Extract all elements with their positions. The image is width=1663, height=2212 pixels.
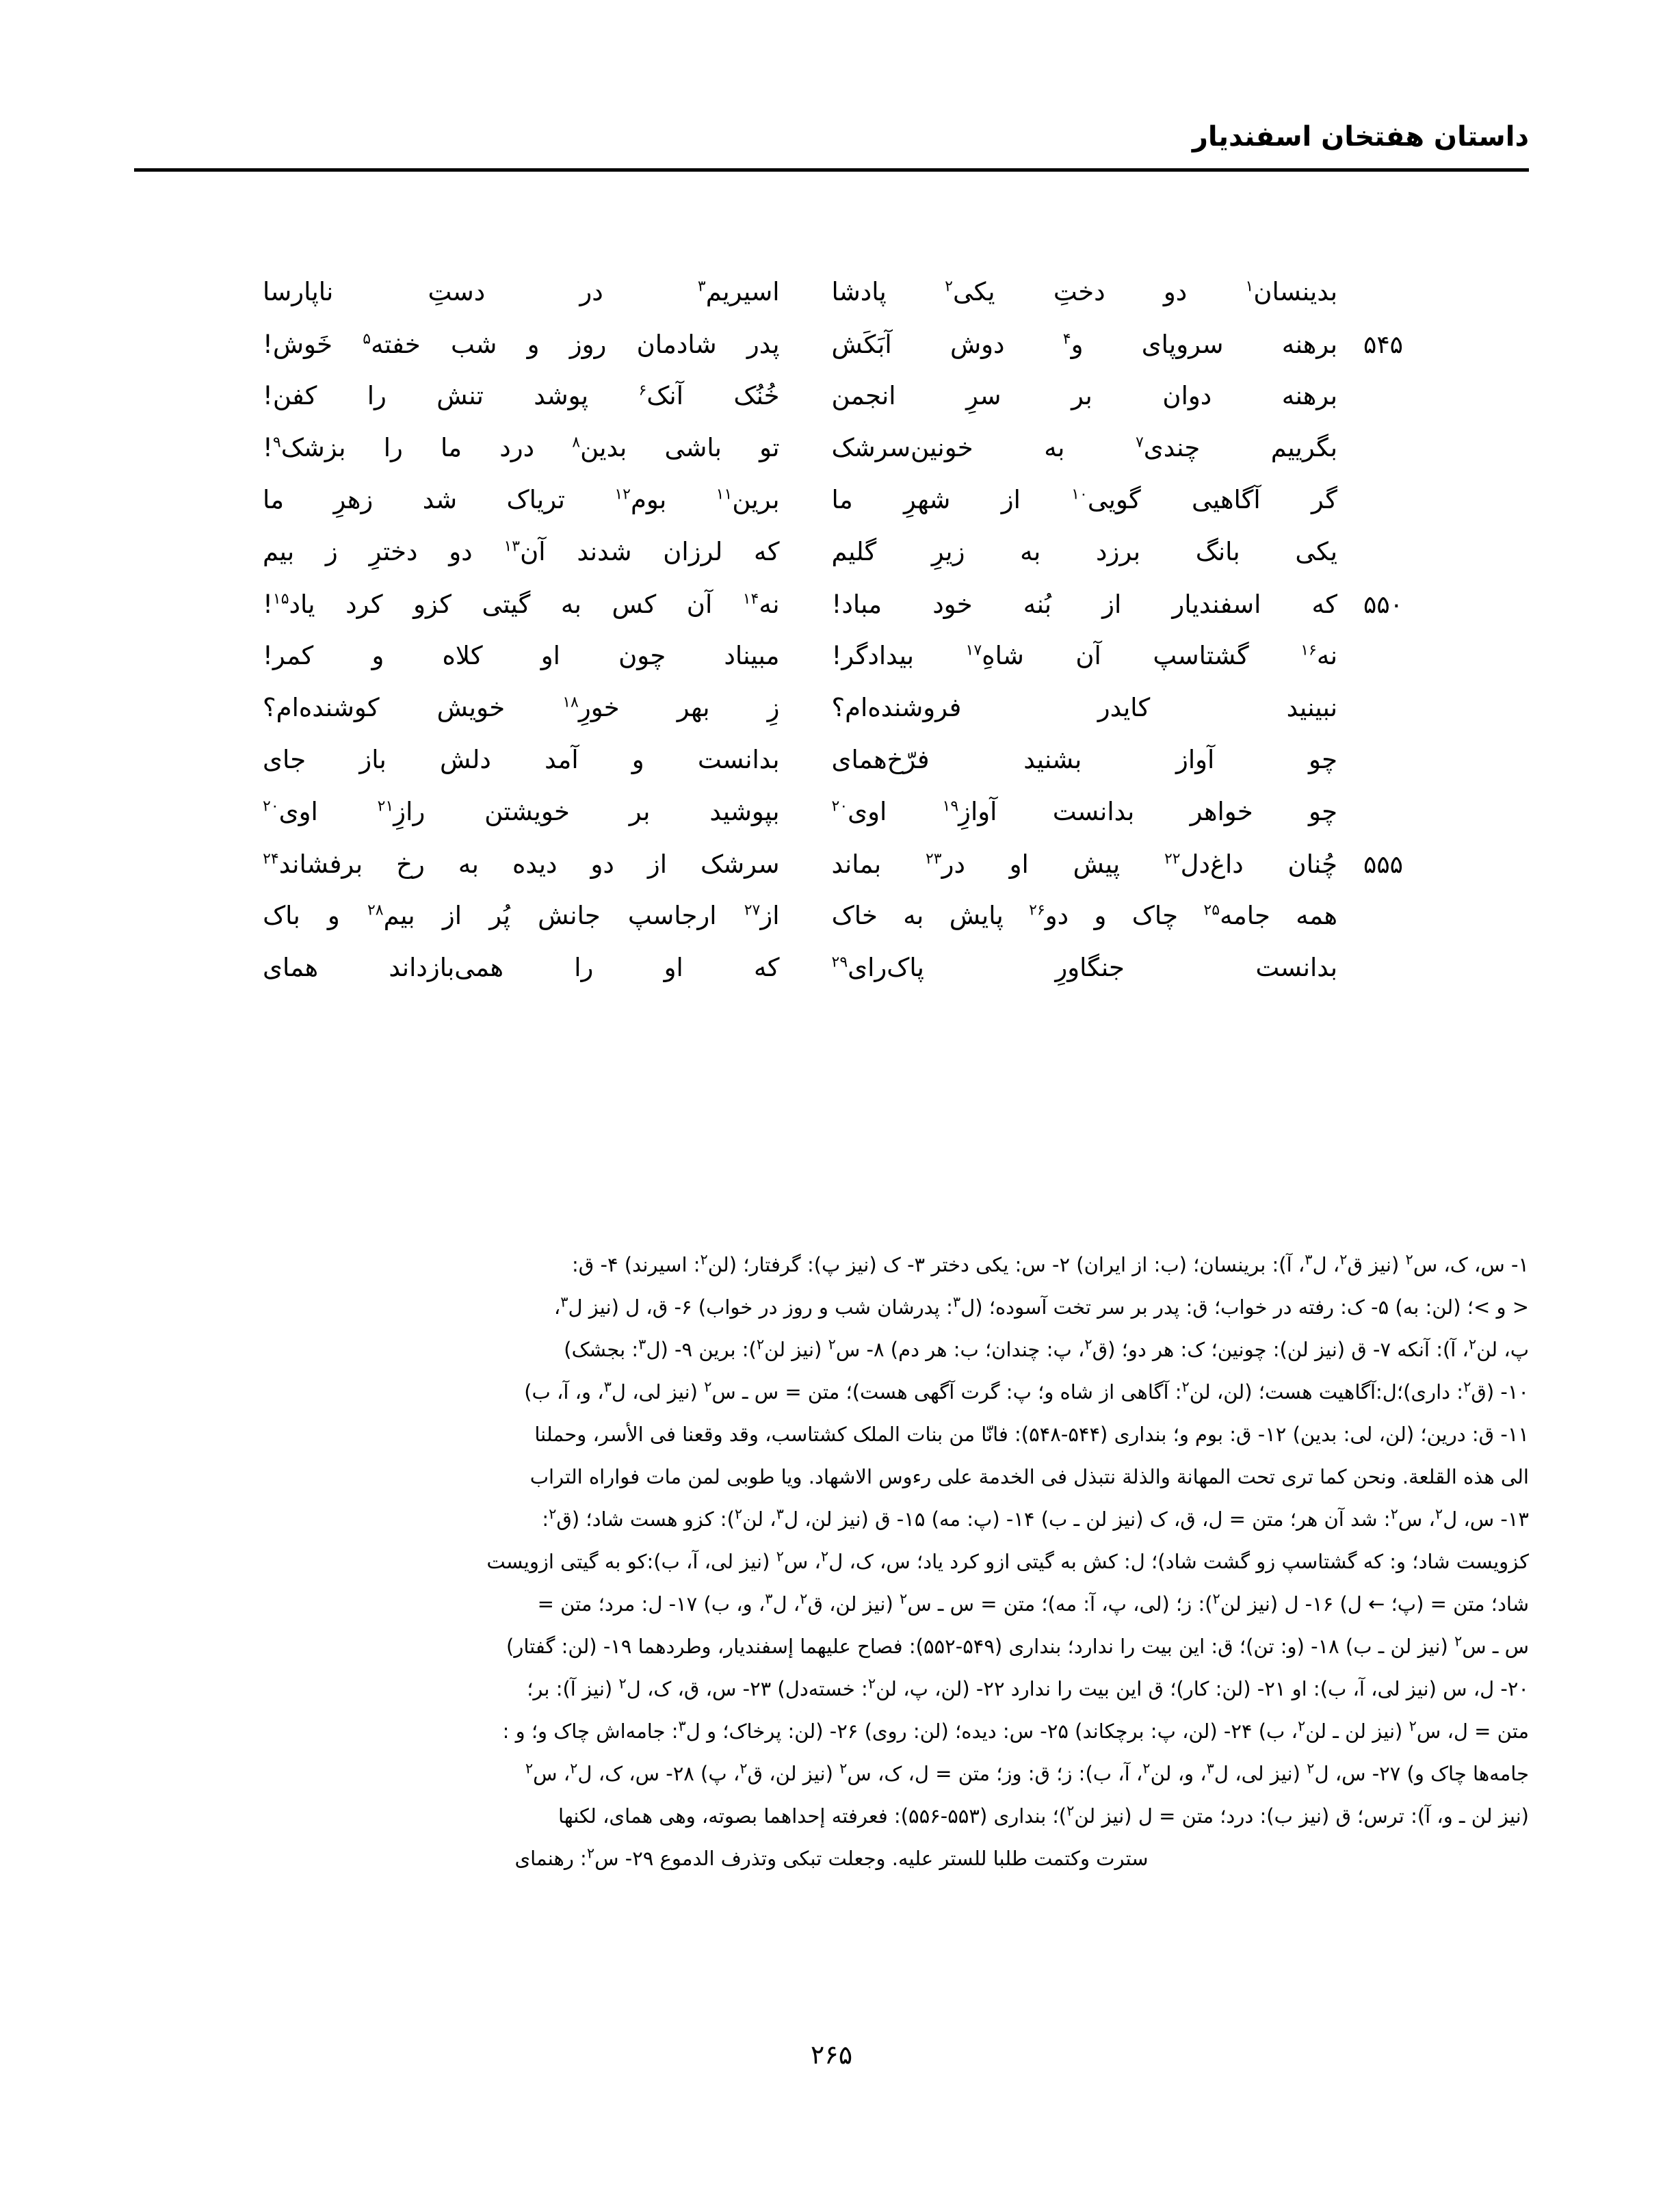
verse-word: چو bbox=[1309, 745, 1337, 774]
siglum-superscript: ۲ bbox=[1339, 1251, 1348, 1268]
verse-word: رازِ$^{۲۱}$ bbox=[377, 797, 425, 826]
verse-word: را bbox=[574, 953, 594, 982]
verse-word: بماند bbox=[831, 850, 882, 879]
verse-word: و bbox=[371, 641, 384, 670]
hemistich-second bbox=[260, 903, 800, 928]
siglum-superscript: ۳ bbox=[603, 1378, 612, 1395]
siglum-superscript: ۳ bbox=[765, 1590, 773, 1607]
verse-word: زیرِ bbox=[931, 537, 965, 566]
hemistich-second bbox=[260, 955, 800, 980]
verse-word: گلیم bbox=[831, 537, 877, 566]
hemistich-first bbox=[800, 487, 1341, 512]
hemistich-first bbox=[800, 852, 1341, 877]
siglum-superscript: ۲ bbox=[1405, 1251, 1413, 1268]
verse-word: جنگاورِ bbox=[1055, 953, 1125, 982]
verse-word: شاهِ$^{۱۷}$ bbox=[965, 641, 1024, 670]
apparatus-line: ۲۰- ل، س (نیز لی، آ، ب): او ۲۱- (لن: کار)؛ ق این بیت را ندارد ۲۲- (لن، پ، لن$^۲$: خسته‌دل) ۲۳- س، ق، ک، ل$^۲$ (نیز آ): بر؛ bbox=[527, 1675, 1529, 1700]
footnote-marker: ۵ bbox=[363, 330, 371, 348]
verse-word: تریاک bbox=[506, 485, 565, 514]
apparatus-line: ۱۳- س، ل$^۲$، س$^۲$: شد آن هر؛ متن = ل، ق، ک (نیز لن ـ ب) ۱۴- (پ: مه) ۱۵- ق (نیز لن، ل$^۳$، لن$^۲$): کزو هست شاد؛ (ق$^۲$: bbox=[542, 1505, 1529, 1531]
verse-word: بدینسان$^۱$ bbox=[1245, 277, 1337, 306]
verse-word: آن bbox=[686, 590, 713, 619]
apparatus-line: شاد؛ متن = (پ؛ ← ل) ۱۶- ل (نیز لن$^۲$): ز؛ (لی، پ، آ: مه)؛ متن = س ـ س$^۲$ (نیز لن، ق$^۲$، ل$^۳$، و، ب) ۱۷- ل: مرد؛ متن = bbox=[537, 1590, 1529, 1616]
verse-word: او bbox=[540, 641, 560, 670]
verse-word: شد bbox=[422, 485, 458, 514]
verse-word: ناپارسا bbox=[263, 277, 334, 306]
header-rule bbox=[134, 168, 1529, 172]
footnote-marker: ۴ bbox=[1062, 330, 1071, 348]
siglum-superscript: ۳ bbox=[952, 1293, 961, 1311]
apparatus-line: < و >؛ (لن: به) ۵- ک: رفته در خواب؛ ق: پدر بر سر تخت آسوده؛ (ل$^۳$: پدرشان شب و روز در خواب) ۶- ق، ل (نیز ل$^۳$، bbox=[553, 1293, 1529, 1319]
siglum-superscript: ۲ bbox=[867, 1675, 876, 1692]
siglum-superscript: ۲ bbox=[700, 1251, 708, 1268]
verse-number: ۵۴۵ bbox=[1363, 331, 1403, 359]
verse-word: خویش bbox=[436, 693, 506, 722]
verse-word: بزشک$^۹$! bbox=[263, 433, 346, 462]
verse-word: سروپای bbox=[1141, 330, 1224, 359]
verse-word: یاد$^{۱۵}$! bbox=[263, 590, 315, 619]
verse-word: دو bbox=[590, 850, 614, 879]
verse-word: برفشاند$^{۲۴}$ bbox=[263, 850, 363, 879]
siglum-superscript: ۲ bbox=[1409, 1717, 1417, 1735]
siglum-superscript: ۳ bbox=[560, 1293, 568, 1311]
verse-word: بر bbox=[629, 797, 651, 826]
verse-word: دو bbox=[449, 537, 473, 566]
verse-word: خاک bbox=[831, 901, 878, 930]
apparatus-line: ۱- س، ک، س$^۲$ (نیز ق$^۲$، ل$^۳$، آ): برینسان؛ (ب: از ایران) ۲- س: یکی دختر ۳- ک (نیز پ): گرفتار؛ (لن$^۲$: اسیرند) ۴- ق: bbox=[572, 1251, 1529, 1276]
footnote-marker: ۲۰ bbox=[263, 798, 279, 815]
verse-word: همی‌بازداند bbox=[389, 953, 504, 982]
verse-word: بدانست bbox=[1052, 797, 1135, 826]
footnote-marker: ۲۰ bbox=[831, 798, 848, 815]
verse-word: آوازِ$^{۱۹}$ bbox=[942, 797, 997, 826]
siglum-superscript: ۳ bbox=[1305, 1251, 1313, 1268]
verse-word: بشنید bbox=[1023, 745, 1082, 774]
hemistich-second bbox=[260, 539, 800, 564]
verse-word: و bbox=[527, 330, 540, 359]
verse-word: آبَکَش bbox=[831, 330, 892, 359]
verse-word: بیم$^{۲۸}$ bbox=[367, 901, 415, 930]
verse-word: او bbox=[1009, 850, 1029, 879]
verse-line bbox=[260, 331, 1403, 383]
hemistich-second bbox=[260, 592, 800, 617]
siglum-superscript: ۲ bbox=[586, 1845, 595, 1862]
siglum-superscript: ۲ bbox=[1463, 1378, 1471, 1395]
apparatus-line: (نیز لن ـ و، آ): ترس؛ ق (نیز ب): درد؛ متن = ل (نیز لن$^۲$)؛ بنداری (۵۵۳-۵۵۶): فعرفته إحداهما بصوته، وهی همای، لکنها bbox=[558, 1802, 1529, 1828]
siglum-superscript: ۲ bbox=[1066, 1802, 1075, 1819]
verse-line bbox=[260, 643, 1403, 695]
verse-word: و$^۴$ bbox=[1062, 330, 1084, 359]
verse-word: زهرِ bbox=[333, 485, 374, 514]
verse-word: پوشد bbox=[534, 381, 589, 410]
verse-word: دو$^{۲۶}$ bbox=[1029, 901, 1069, 930]
verse-word: دوش bbox=[950, 330, 1005, 359]
hemistich-second bbox=[260, 487, 800, 512]
siglum-superscript: ۲ bbox=[525, 1760, 534, 1777]
verse-word: ما bbox=[441, 433, 462, 462]
verse-word: خواهر bbox=[1190, 797, 1253, 826]
siglum-superscript: ۲ bbox=[734, 1505, 743, 1523]
hemistich-first bbox=[800, 955, 1341, 980]
siglum-superscript: ۲ bbox=[839, 1760, 848, 1777]
hemistich-first bbox=[800, 747, 1341, 772]
verse-word: شهرِ bbox=[903, 485, 951, 514]
verse-word: باز bbox=[359, 745, 387, 774]
apparatus-line: ۱۰- (ق$^۲$: داری)؛ل:آگاهیت هست؛ (لن، لن$^۲$: آگاهی از شاه و؛ پ: گرت آگهی هست)؛ متن = س ـ س$^۲$ (نیز لی، ل$^۳$، و، آ، ب) bbox=[524, 1378, 1529, 1404]
verse-word: بدانست bbox=[697, 745, 780, 774]
verse-word: بپوشید bbox=[709, 797, 780, 826]
siglum-superscript: ۲ bbox=[1390, 1505, 1398, 1523]
verse-word: پُر bbox=[489, 901, 510, 930]
verse-word: گشتاسپ bbox=[1153, 641, 1249, 670]
footnote-marker: ۱۰ bbox=[1071, 486, 1088, 503]
hemistich-second bbox=[260, 383, 800, 408]
verse-word: بدین$^۸$ bbox=[572, 433, 627, 462]
verse-word: دلش bbox=[439, 745, 491, 774]
verse-word: تو bbox=[759, 433, 780, 462]
verse-word: خَوش! bbox=[263, 330, 333, 359]
verse-word: ارجاسپ bbox=[627, 901, 717, 930]
verse-word: آن bbox=[1075, 641, 1101, 670]
apparatus-line: جامه‌ها چاک و) ۲۷- س، ل$^۲$ (نیز لی، ل$^۳$، و، لن$^۲$، آ، ب): ز؛ ق: وز؛ متن = ل، ک، س$^۲$ (نیز لن، ق$^۲$، پ) ۲۸- س، ک، ل$^۲$، س$^۲$ bbox=[525, 1760, 1529, 1785]
verse-word: سرشک bbox=[700, 850, 780, 879]
verse-word: آمد bbox=[545, 745, 579, 774]
verse-word: کلاه bbox=[442, 641, 483, 670]
footnote-marker: ۲۴ bbox=[263, 850, 279, 868]
hemistich-second bbox=[260, 747, 800, 772]
verse-word: مبیناد bbox=[724, 641, 780, 670]
hemistich-first bbox=[800, 435, 1341, 460]
siglum-superscript: ۲ bbox=[1181, 1378, 1190, 1395]
verse-word: به bbox=[903, 901, 924, 930]
footnote-marker: ۱۶ bbox=[1300, 642, 1317, 659]
verse-word: برهنه bbox=[1281, 330, 1337, 359]
siglum-superscript: ۲ bbox=[1454, 1633, 1463, 1650]
verse-line bbox=[260, 903, 1403, 955]
footnote-marker: ۲۱ bbox=[377, 798, 394, 815]
siglum-superscript: ۲ bbox=[900, 1590, 908, 1607]
footnote-marker: ۳ bbox=[697, 278, 706, 295]
verse-word: آن$^{۱۳}$ bbox=[503, 537, 546, 566]
verse-word: پایش bbox=[949, 901, 1004, 930]
verse-word: و bbox=[327, 901, 340, 930]
verse-word: نه$^{۱۴}$ bbox=[742, 590, 780, 619]
footnote-marker: ۷ bbox=[1135, 434, 1144, 451]
verse-line bbox=[260, 539, 1403, 591]
verse-word: روز bbox=[569, 330, 607, 359]
verse-word: در bbox=[579, 277, 603, 306]
verse-number: ۵۵۵ bbox=[1363, 851, 1403, 879]
footnote-marker: ۹ bbox=[272, 434, 281, 451]
verse-word: پیش bbox=[1073, 850, 1121, 879]
footnote-marker: ۱۴ bbox=[742, 590, 759, 608]
verse-line bbox=[260, 487, 1403, 539]
verse-word: گیتی bbox=[482, 590, 531, 619]
siglum-superscript: ۲ bbox=[1435, 1505, 1443, 1523]
verse-line bbox=[260, 591, 1403, 643]
verse-word: فروشنده‌ام؟ bbox=[831, 693, 962, 722]
verse-word: رخ bbox=[396, 850, 425, 879]
footnote-marker: ۲۳ bbox=[925, 850, 942, 868]
verse-word: در$^{۲۳}$ bbox=[925, 850, 965, 879]
verse-word: به bbox=[1020, 537, 1041, 566]
verse-word: بُنه bbox=[1023, 590, 1052, 619]
verse-word: نه$^{۱۶}$ bbox=[1300, 641, 1337, 670]
verse-word: جای bbox=[263, 745, 306, 774]
verse-word: به bbox=[1044, 433, 1065, 462]
verse-word: از bbox=[442, 901, 462, 930]
verse-word: جانش bbox=[538, 901, 601, 930]
verse-line bbox=[260, 955, 1403, 1007]
hemistich-first bbox=[800, 279, 1341, 304]
siglum-superscript: ۲ bbox=[1212, 1590, 1220, 1607]
verse-word: کرد bbox=[345, 590, 383, 619]
footnote-marker: ۲ bbox=[945, 278, 953, 295]
siglum-superscript: ۲ bbox=[549, 1505, 557, 1523]
verse-word: خفته$^۵$ bbox=[363, 330, 421, 359]
siglum-superscript: ۲ bbox=[1297, 1717, 1306, 1735]
verse-word: تنش bbox=[436, 381, 484, 410]
footnote-marker: ۲۲ bbox=[1164, 850, 1181, 868]
folio-number: ۲۶۵ bbox=[810, 2040, 853, 2070]
hemistich-first bbox=[800, 539, 1341, 564]
verse-line bbox=[260, 747, 1403, 799]
verse-word: گویی$^{۱۰}$ bbox=[1071, 485, 1141, 514]
verse-word: لرزان bbox=[663, 537, 723, 566]
verse-word: آواز bbox=[1176, 745, 1215, 774]
verse-number: ۵۵۰ bbox=[1363, 591, 1403, 619]
verse-word: همه bbox=[1296, 901, 1337, 930]
verse-word: پادشا bbox=[831, 277, 887, 306]
apparatus-line: پ، لن$^۲$، آ): آنکه ۷- ق (نیز لن): چونین؛ ک: هر دو؛ (ق$^۲$، پ: چندان؛ ب: هر دم) ۸- س$^۲$ (نیز لن$^۲$): برین ۹- (ل$^۳$: بجشک) bbox=[564, 1336, 1529, 1361]
verse-word: که bbox=[754, 537, 780, 566]
hemistich-second bbox=[260, 695, 800, 720]
verse-word: پدر bbox=[746, 330, 780, 359]
verse-word: نبینید bbox=[1286, 693, 1337, 722]
verse-word: دستِ bbox=[428, 277, 486, 306]
footnote-marker: ۸ bbox=[572, 434, 581, 451]
verse-word: خویشتن bbox=[484, 797, 570, 826]
verse-word: کوشنده‌ام؟ bbox=[263, 693, 380, 722]
apparatus-line: سترت وکتمت طلبا للستر علیه. وجعلت تبکی وتذرف الدموع ۲۹- س$^۲$: رهنمای bbox=[514, 1845, 1149, 1870]
siglum-superscript: ۲ bbox=[1142, 1760, 1151, 1777]
verse-word: شدند bbox=[577, 537, 632, 566]
verse-word: پاک‌رای$^{۲۹}$ bbox=[831, 953, 924, 982]
verse-word: از bbox=[1001, 485, 1021, 514]
verse-word: بانگ bbox=[1195, 537, 1240, 566]
hemistich-first bbox=[800, 695, 1341, 720]
verse-word: به bbox=[560, 590, 581, 619]
siglum-superscript: ۳ bbox=[678, 1717, 686, 1735]
verse-word: از bbox=[647, 850, 667, 879]
verse-word: را bbox=[383, 433, 403, 462]
verse-word: کس bbox=[612, 590, 657, 619]
verse-word: که bbox=[1311, 590, 1337, 619]
verse-word: باشی bbox=[664, 433, 722, 462]
siglum-superscript: ۲ bbox=[704, 1378, 712, 1395]
verse-word: جامه$^{۲۵}$ bbox=[1203, 901, 1270, 930]
verse-word: دخترِ bbox=[369, 537, 418, 566]
siglum-superscript: ۲ bbox=[1307, 1760, 1315, 1777]
verse-word: فرّخ‌همای bbox=[831, 745, 930, 774]
verse-word: دیده bbox=[512, 850, 558, 879]
running-head-title: داستان هفتخان اسفندیار bbox=[1192, 121, 1529, 153]
verse-word: همای bbox=[263, 953, 319, 982]
hemistich-second bbox=[260, 799, 800, 824]
verse-word: کزو bbox=[413, 590, 452, 619]
verse-word: دو bbox=[1163, 277, 1188, 306]
verse-word: زِ bbox=[767, 693, 780, 722]
verse-word: بگرییم bbox=[1270, 433, 1337, 462]
hemistich-first bbox=[800, 383, 1341, 408]
verse-word: گر bbox=[1311, 485, 1337, 514]
verse-line bbox=[260, 695, 1403, 747]
apparatus-line: متن = ل، س$^۲$ (نیز لن ـ لن$^۲$، ب) ۲۴- (لن، پ: برچکاند) ۲۵- س: دیده؛ (لن: روی) ۲۶- (لن: پرخاک؛ و ل$^۳$: جامه‌اش چاک و؛ و : bbox=[502, 1717, 1529, 1743]
siglum-superscript: ۲ bbox=[618, 1675, 627, 1692]
footnote-marker: ۲۵ bbox=[1203, 901, 1220, 919]
apparatus-line: ۱۱- ق: درین؛ (لن، لی: بدین) ۱۲- ق: بوم و؛ بنداری (۵۴۴-۵۴۸): فانّا من بنات الملک کشتاسب، وقد وقعنا فی الأسر، وحملنا bbox=[534, 1423, 1529, 1446]
hemistich-first bbox=[800, 903, 1341, 928]
hemistich-first bbox=[800, 643, 1341, 668]
hemistich-first bbox=[800, 592, 1341, 617]
verse-word: به bbox=[458, 850, 479, 879]
verse-word: چون bbox=[618, 641, 666, 670]
verse-word: درد bbox=[499, 433, 535, 462]
verse-word: برهنه bbox=[1281, 381, 1337, 410]
verse-word: و bbox=[631, 745, 644, 774]
verse-word: او bbox=[664, 953, 683, 982]
footnote-marker: ۱۳ bbox=[503, 538, 521, 555]
verse-block bbox=[260, 279, 1403, 1007]
verse-word: چُنان bbox=[1287, 850, 1337, 879]
verse-word: بهر bbox=[677, 693, 710, 722]
verse-word: را bbox=[367, 381, 387, 410]
apparatus-line: کزویست شاد؛ و: که گشتاسپ زو گشت شاد)؛ ل: کش به گیتی ازو کرد یاد؛ س، ک، ل$^۲$، س$^۲$ (نیز لی، آ، ب):کو به گیتی ازویست bbox=[486, 1548, 1529, 1573]
apparatus-line: الی هذه القلعة. ونحن کما تری تحت المهانة والذلة نتبذل فی الخدمة علی رءوس الاشهاد. ویا طوبی لمن مات فواراه التراب bbox=[529, 1465, 1529, 1488]
verse-word: خود bbox=[932, 590, 973, 619]
siglum-superscript: ۳ bbox=[638, 1336, 646, 1353]
verse-word: بوم$^{۱۲}$ bbox=[614, 485, 667, 514]
footnote-marker: ۱۷ bbox=[965, 642, 982, 659]
hemistich-second bbox=[260, 332, 800, 357]
verse-word: باک bbox=[263, 901, 300, 930]
verse-word: بیدادگر! bbox=[831, 641, 915, 670]
hemistich-second bbox=[260, 643, 800, 668]
siglum-superscript: ۳ bbox=[776, 1505, 784, 1523]
siglum-superscript: ۲ bbox=[800, 1590, 808, 1607]
footnote-marker: ۲۸ bbox=[367, 901, 384, 919]
footnote-marker: ۲۹ bbox=[831, 953, 848, 971]
siglum-superscript: ۲ bbox=[756, 1336, 765, 1353]
verse-line bbox=[260, 383, 1403, 435]
verse-word: خونین‌سرشک bbox=[831, 433, 973, 462]
footnote-marker: ۱۱ bbox=[716, 486, 733, 503]
footnote-marker: ۱۵ bbox=[272, 590, 289, 608]
verse-word: که bbox=[754, 953, 780, 982]
siglum-superscript: ۲ bbox=[820, 1548, 829, 1565]
verse-word: دوان bbox=[1162, 381, 1212, 410]
verse-word: اوی$^{۲۰}$ bbox=[263, 797, 318, 826]
verse-word: مباد! bbox=[831, 590, 882, 619]
siglum-superscript: ۲ bbox=[1468, 1336, 1477, 1353]
apparatus-line: س ـ س$^۲$ (نیز لن ـ ب) ۱۸- (و: تن)؛ ق: این بیت را ندارد؛ بنداری (۵۴۹-۵۵۲): فصاح علیهما إسفندیار، وطردهما ۱۹- (لن: گفتار) bbox=[506, 1633, 1529, 1658]
verse-word: داغ‌دل$^{۲۲}$ bbox=[1164, 850, 1244, 879]
verse-word: اوی$^{۲۰}$ bbox=[831, 797, 887, 826]
verse-word: انجمن bbox=[831, 381, 896, 410]
siglum-superscript: ۲ bbox=[739, 1760, 748, 1777]
verse-word: چندی$^۷$ bbox=[1135, 433, 1201, 462]
verse-word: برین$^{۱۱}$ bbox=[716, 485, 780, 514]
verse-word: ز bbox=[325, 537, 338, 566]
verse-word: برزد bbox=[1095, 537, 1141, 566]
verse-word: خورِ$^{۱۸}$ bbox=[562, 693, 620, 722]
verse-word: سرِ bbox=[966, 381, 1001, 410]
verse-word: اسفندیار bbox=[1172, 590, 1261, 619]
verse-line bbox=[260, 279, 1403, 331]
verse-line bbox=[260, 799, 1403, 851]
verse-line bbox=[260, 435, 1403, 487]
verse-word: بر bbox=[1071, 381, 1092, 410]
verse-word: بیم bbox=[263, 537, 295, 566]
siglum-superscript: ۲ bbox=[776, 1548, 784, 1565]
verse-word: ما bbox=[263, 485, 285, 514]
verse-word: ما bbox=[831, 485, 853, 514]
footnote-marker: ۱۹ bbox=[942, 798, 959, 815]
siglum-superscript: ۲ bbox=[1084, 1336, 1092, 1353]
hemistich-second bbox=[260, 435, 800, 460]
footnote-marker: ۱۸ bbox=[562, 694, 579, 711]
siglum-superscript: ۲ bbox=[570, 1760, 578, 1777]
running-head bbox=[134, 122, 1529, 175]
verse-word: از bbox=[1102, 590, 1122, 619]
verse-word: کفن! bbox=[263, 381, 317, 410]
verse-word: چاک bbox=[1131, 901, 1179, 930]
verse-word: و bbox=[1094, 901, 1107, 930]
verse-word: دختِ bbox=[1053, 277, 1105, 306]
footnote-marker: ۱۲ bbox=[614, 486, 631, 503]
verse-word: کایدر bbox=[1097, 693, 1151, 722]
verse-word: یکی bbox=[1295, 537, 1337, 566]
verse-word: آگاهیی bbox=[1191, 485, 1261, 514]
verse-word: از$^{۲۷}$ bbox=[744, 901, 780, 930]
hemistich-first bbox=[800, 799, 1341, 824]
footnote-marker: ۲۶ bbox=[1029, 901, 1045, 919]
verse-word: چو bbox=[1309, 797, 1337, 826]
footnote-marker: ۱ bbox=[1245, 278, 1254, 295]
siglum-superscript: ۳ bbox=[1206, 1760, 1214, 1777]
verse-line bbox=[260, 851, 1403, 903]
verse-word: خُنُک bbox=[733, 381, 780, 410]
hemistich-second bbox=[260, 279, 800, 304]
verse-word: شب bbox=[450, 330, 497, 359]
verse-word: بدانست bbox=[1255, 953, 1337, 982]
verse-word: یکی$^۲$ bbox=[945, 277, 995, 306]
footnote-marker: ۶ bbox=[638, 382, 647, 399]
verse-word: کمر! bbox=[263, 641, 314, 670]
hemistich-first bbox=[800, 332, 1341, 357]
critical-apparatus bbox=[134, 1243, 1529, 1880]
verse-word: آنک$^۶$ bbox=[638, 381, 683, 410]
hemistich-second bbox=[260, 852, 800, 877]
footnote-marker: ۲۷ bbox=[744, 901, 761, 919]
siglum-superscript: ۲ bbox=[828, 1336, 836, 1353]
verse-word: اسیریم$^۳$ bbox=[697, 277, 780, 306]
verse-word: شادمان bbox=[636, 330, 717, 359]
